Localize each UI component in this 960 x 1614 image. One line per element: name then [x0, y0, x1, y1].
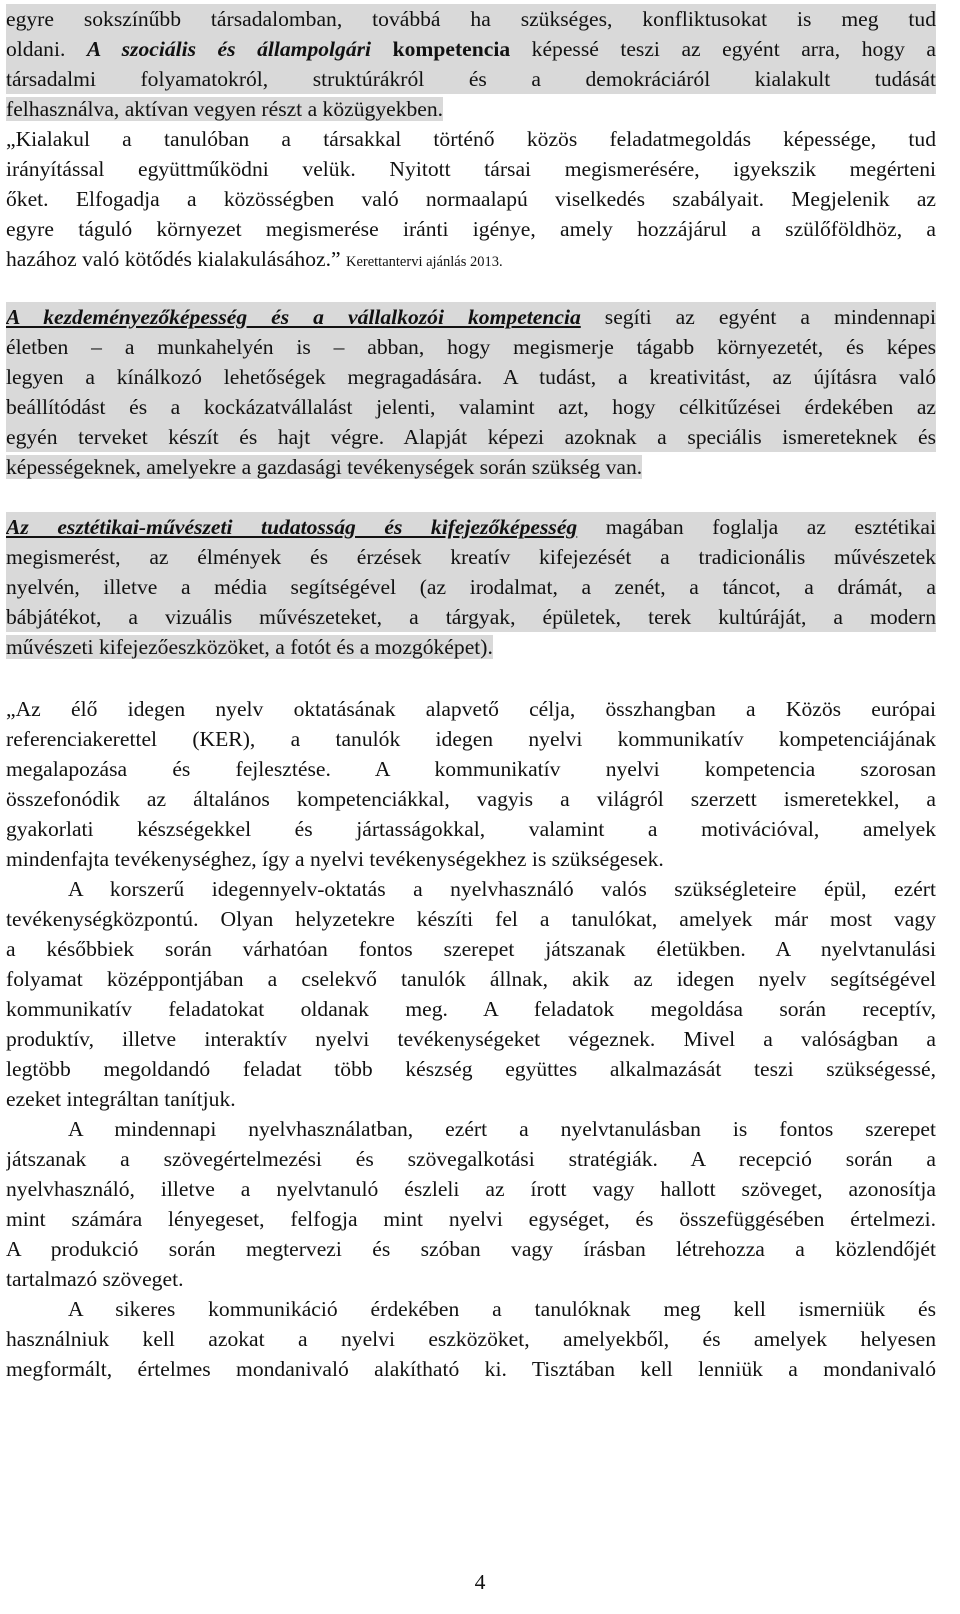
source-citation: Kerettantervi ajánlás 2013.	[345, 254, 503, 270]
text-line: ezeket integráltan tanítjuk.	[6, 1087, 236, 1111]
text-line: bábjátékot, a vizuális művészeteket, a tárgyak, épületek, terek kultúráját, a modern	[6, 602, 936, 632]
text-line: egyre táguló környezet megismerése iránti igénye, amely hozzájárul a szülőföldhöz, a	[6, 217, 936, 241]
text-line: A korszerű idegennyelv-oktatás a nyelvhasználó valós szükségleteire épül, ezért	[68, 877, 936, 901]
text-line: A mindennapi nyelvhasználatban, ezért a nyelvtanulásban is fontos szerepet	[68, 1117, 936, 1141]
text-line: művészeti kifejezőeszközöket, a fotót és a mozgóképet).	[6, 635, 493, 659]
text-line: kommunikatív feladatokat oldanak meg. A feladatok megoldása során receptív,	[6, 997, 936, 1021]
text-line: egyén terveket készít és hajt végre. Alapját képezi azoknak a speciális ismereteknek és	[6, 422, 936, 452]
text-line: megformált, értelmes mondanivaló alakítható ki. Tisztában kell lenniük a mondanivaló	[6, 1357, 936, 1381]
text-line: gyakorlati készségekkel és jártasságokkal, valamint a motivációval, amelyek	[6, 817, 936, 841]
text-line: irányítással együttműködni velük. Nyitott társai megismerésére, igyekszik megérteni	[6, 157, 936, 181]
text-line: mindenfajta tevékenységhez, így a nyelvi tevékenységekhez is szükségesek.	[6, 847, 664, 871]
text-line: képességeknek, amelyekre a gazdasági tevékenységek során szükség van.	[6, 455, 643, 479]
text-line: legtöbb megoldandó feladat több készség együttes alkalmazását teszi szükségessé,	[6, 1057, 936, 1081]
text-line: referenciakerettel (KER), a tanulók idegen nyelvi kommunikatív kompetenciájának	[6, 727, 936, 751]
text-line: beállítódást és a kockázatvállalást jelenti, valamint azt, hogy célkitűzései érdekében az	[6, 392, 936, 422]
page-number: 4	[474, 1570, 486, 1594]
text-line: a későbbiek során várhatóan fontos szerepet játszanak életükben. A nyelvtanulási	[6, 937, 936, 961]
text-line: „Az élő idegen nyelv oktatásának alapvető célja, összhangban a Közös európai	[6, 697, 936, 721]
text-line: hazához való kötődés kialakulásához.” Kerettantervi ajánlás 2013.	[6, 247, 503, 271]
text-line: „Kialakul a tanulóban a társakkal történő közös feladatmegoldás képessége, tud	[6, 127, 936, 151]
text-line: megismerést, az élmények és érzések kreatív kifejezését a tradicionális művészetek	[6, 542, 936, 572]
text-line: mint számára lényegeset, felfogja mint nyelvi egységet, és összefüggésében értelmezi.	[6, 1207, 936, 1231]
section-heading: A kezdeményezőképesség és a vállalkozói kompetencia	[6, 305, 581, 329]
text-line: A sikeres kommunikáció érdekében a tanulóknak meg kell ismerniük és	[68, 1297, 936, 1321]
section-heading: Az esztétikai-művészeti tudatosság és kifejezőképesség	[6, 515, 578, 539]
text-line: legyen a kínálkozó lehetőségek megragadására. A tudást, a kreativitást, az újításra való	[6, 362, 936, 392]
text-line: társadalmi folyamatokról, struktúrákról és a demokráciáról kialakult tudását	[6, 64, 936, 94]
text-line: tevékenységközpontú. Olyan helyzetekre készíti fel a tanulókat, amelyek már most vagy	[6, 907, 936, 931]
text-line: A kezdeményezőképesség és a vállalkozói kompetencia segíti az egyént a mindennapi	[6, 302, 936, 332]
text-line: tartalmazó szöveget.	[6, 1267, 184, 1291]
text-line: nyelvhasználó, illetve a nyelvtanuló észleli az írott vagy hallott szöveget, azonosítja	[6, 1177, 936, 1201]
text-line: összefonódik az általános kompetenciákkal, vagyis a világról szerzett ismeretekkel, a	[6, 787, 936, 811]
text-line: oldani. A szociális és állampolgári kompetencia képessé teszi az egyént arra, hogy a	[6, 34, 936, 64]
text-line: őket. Elfogadja a közösségben való normaalapú viselkedés szabályait. Megjelenik az	[6, 187, 936, 211]
text-line: produktív, illetve interaktív nyelvi tevékenységeket végeznek. Mivel a valóságban a	[6, 1027, 936, 1051]
text-line: A produkció során megtervezi és szóban vagy írásban létrehozza a közlendőjét	[6, 1237, 936, 1261]
text-line: megalapozása és fejlesztése. A kommunikatív nyelvi kompetencia szorosan	[6, 757, 936, 781]
text-line: nyelvén, illetve a média segítségével (az irodalmat, a zenét, a táncot, a drámát, a	[6, 572, 936, 602]
text-line: Az esztétikai-művészeti tudatosság és kifejezőképesség magában foglalja az esztétikai	[6, 512, 936, 542]
text-line: felhasználva, aktívan vegyen részt a közügyekben.	[6, 97, 444, 121]
text-line: folyamat középpontjában a cselekvő tanulók állnak, akik az idegen nyelv segítségével	[6, 967, 936, 991]
text-line: egyre sokszínűbb társadalomban, továbbá ha szükséges, konfliktusokat is meg tud	[6, 4, 936, 34]
text-line: használniuk kell azokat a nyelvi eszközöket, amelyekből, és amelyek helyesen	[6, 1327, 936, 1351]
text-line: életben – a munkahelyén is – abban, hogy megismerje tágabb környezetét, és képes	[6, 332, 936, 362]
text-line: játszanak a szövegértelmezési és szövegalkotási stratégiák. A recepció során a	[6, 1147, 936, 1171]
